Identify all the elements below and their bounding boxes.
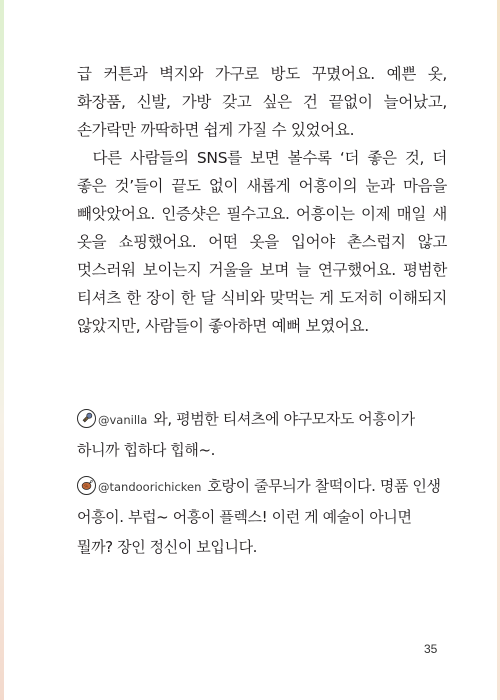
comment-text: 와, 평범한 티셔츠에 야구모자도 어흥이가 하니까 힙하다 힙해~. (77, 410, 415, 459)
comment-text: 호랑이 줄무늬가 찰떡이다. 명품 인생 어흥이. 부럽~ 어흥이 플렉스! 이런 게 예술이 아니면 뭘까? 장인 정신이 보입니다. (77, 477, 441, 556)
tandoori-chicken-icon (77, 476, 96, 495)
comment-handle: @vanilla (98, 413, 148, 427)
ice-cream-icon (77, 409, 96, 428)
paragraph-1: 급 커튼과 벽지와 가구로 방도 꾸몄어요. 예쁜 옷, 화장품, 신발, 가방 갖고 싶은 건 끝없이 늘어났고, 손가락만 까딱하면 쉽게 가질 수 있었어요. (77, 65, 447, 139)
paragraph-2: 다른 사람들의 SNS를 보면 볼수록 ‘더 좋은 것, 더 좋은 것’들이 끝도 없이 새롭게 어흥이의 눈과 마음을 빼앗았어요. 인증샷은 필수고요. 어흥이는 이제 매일 새 옷을 쇼핑했어요. 어떤 옷을 입어야 촌스럽지 않고 멋스러워 보이는지 거울을 보며 늘 연구했어요. 평범한 티셔츠 한 장이 한 달 식비와 맞먹는 게 도저히 이해되지 않았지만, 사람들이 좋아하면 예뻐 보였어요. (77, 149, 447, 335)
page-edge-left (0, 0, 4, 700)
comment-handle: @tandoorichicken (98, 480, 202, 494)
comment-item-tandoorichicken (77, 471, 451, 562)
story-body (77, 60, 447, 340)
comment-list (77, 404, 451, 568)
page-number: 35 (424, 642, 438, 656)
comment-item-vanilla (77, 404, 451, 465)
